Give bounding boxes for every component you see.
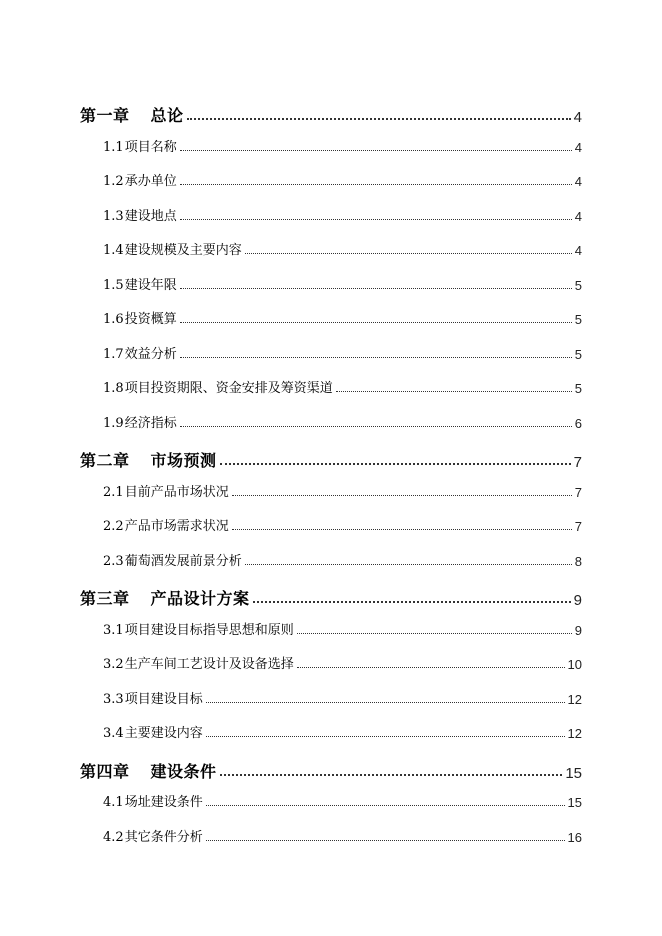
dot-leader — [180, 357, 572, 358]
dot-leader — [220, 774, 563, 776]
toc-section-entry[interactable] — [103, 788, 582, 810]
toc-page-number: 5 — [574, 346, 582, 362]
toc-entry-number: 第三章 — [80, 589, 130, 608]
dot-leader — [206, 805, 565, 806]
toc-entry-number: 1.9 — [103, 415, 124, 431]
toc-entry-number: 1.1 — [103, 139, 124, 155]
toc-entry-label — [103, 688, 203, 707]
toc-entry-number: 4.1 — [103, 795, 124, 810]
toc-entry-title: 经济指标 — [124, 415, 177, 431]
toc-entry-title: 产品设计方案 — [150, 589, 250, 608]
toc-entry-title: 葡萄酒发展前景分析 — [124, 553, 242, 569]
toc-page-number: 4 — [574, 243, 582, 258]
toc-page-number: 6 — [574, 415, 582, 431]
toc-entry-number: 1.2 — [103, 174, 124, 189]
toc-entry-label — [103, 239, 242, 258]
toc-entry-number: 3.1 — [103, 622, 124, 638]
dot-leader — [297, 667, 565, 668]
toc-entry-label — [103, 619, 294, 638]
toc-entry-title: 建设年限 — [124, 277, 177, 293]
toc-page-number: 5 — [574, 277, 582, 293]
toc-entry-title: 效益分析 — [124, 346, 177, 362]
toc-entry-label — [103, 481, 229, 500]
toc-entry-number: 第二章 — [80, 451, 130, 470]
toc-entry-label — [80, 586, 250, 609]
dot-leader — [180, 184, 572, 185]
toc-page-number: 10 — [567, 657, 582, 672]
toc-chapter-entry[interactable] — [80, 98, 582, 126]
toc-entry-label — [103, 308, 177, 327]
toc-entry-label — [103, 205, 177, 224]
toc-chapter-entry[interactable] — [80, 754, 582, 782]
toc-section-entry[interactable] — [103, 202, 582, 224]
toc-entry-number: 3.2 — [103, 657, 124, 672]
dot-leader — [253, 601, 571, 603]
toc-entry-label — [103, 722, 203, 741]
toc-section-entry[interactable] — [103, 547, 582, 569]
toc-page-number: 7 — [574, 519, 582, 534]
toc-entry-number: 4.2 — [103, 829, 124, 845]
toc-section-entry[interactable] — [103, 409, 582, 431]
toc-entry-number: 第四章 — [80, 761, 130, 781]
toc-section-entry[interactable] — [103, 374, 582, 396]
toc-chapter-entry[interactable] — [80, 581, 582, 609]
dot-leader — [206, 736, 565, 737]
toc-page-number: 8 — [574, 553, 582, 569]
toc-entry-number: 2.2 — [103, 519, 124, 534]
dot-leader — [180, 322, 572, 323]
toc-entry-label — [103, 550, 242, 569]
toc-entry-number: 1.3 — [103, 208, 124, 224]
toc-section-entry[interactable] — [103, 271, 582, 293]
toc-entry-title: 建设规模及主要内容 — [124, 243, 242, 258]
dot-leader — [206, 840, 565, 841]
toc-chapter-entry[interactable] — [80, 443, 582, 471]
toc-entry-label — [103, 826, 203, 845]
toc-page-number: 5 — [574, 381, 582, 396]
toc-section-entry[interactable] — [103, 616, 582, 638]
dot-leader — [297, 633, 572, 634]
toc-page-number: 4 — [574, 139, 582, 155]
dot-leader — [180, 426, 572, 427]
toc-entry-title: 总论 — [150, 106, 184, 125]
toc-entry-label — [103, 791, 203, 810]
toc-entry-label — [103, 274, 177, 293]
dot-leader — [232, 495, 572, 496]
toc-section-entry[interactable] — [103, 685, 582, 707]
toc-entry-title: 市场预测 — [150, 451, 217, 470]
toc-entry-label — [80, 448, 217, 471]
toc-section-entry[interactable] — [103, 512, 582, 534]
toc-entry-number: 1.6 — [103, 312, 124, 327]
toc-section-entry[interactable] — [103, 823, 582, 845]
toc-page-number: 5 — [574, 312, 582, 327]
toc-entry-title: 承办单位 — [124, 174, 177, 189]
toc-entry-title: 产品市场需求状况 — [124, 519, 229, 534]
toc-entry-title: 目前产品市场状况 — [124, 484, 229, 500]
toc-entry-title: 主要建设内容 — [124, 726, 203, 741]
toc-section-entry[interactable] — [103, 650, 582, 672]
toc-section-entry[interactable] — [103, 478, 582, 500]
toc-entry-label — [103, 412, 177, 431]
toc-entry-label — [103, 136, 177, 155]
toc-section-entry[interactable] — [103, 167, 582, 189]
toc-page-number: 16 — [567, 829, 582, 845]
toc-entry-title: 项目建设目标指导思想和原则 — [124, 622, 294, 638]
toc-entry-number: 2.1 — [103, 484, 124, 500]
toc-page-number: 12 — [567, 726, 582, 741]
toc-page-number: 15 — [567, 795, 582, 810]
toc-entry-label — [103, 343, 177, 362]
toc-entry-number: 1.5 — [103, 277, 124, 293]
toc-entry-number: 2.3 — [103, 553, 124, 569]
dot-leader — [336, 391, 572, 392]
toc-entry-title: 项目名称 — [124, 139, 177, 155]
toc-section-entry[interactable] — [103, 305, 582, 327]
dot-leader — [180, 150, 572, 151]
toc-page-number: 7 — [574, 484, 582, 500]
toc-entry-title: 项目建设目标 — [124, 691, 203, 707]
dot-leader — [232, 529, 572, 530]
toc-page-number: 15 — [565, 764, 582, 782]
toc-entry-number: 1.4 — [103, 243, 124, 258]
dot-leader — [220, 463, 571, 465]
dot-leader — [180, 219, 572, 220]
toc-entry-title: 生产车间工艺设计及设备选择 — [124, 657, 294, 672]
toc-page-number: 4 — [574, 208, 582, 224]
toc-entry-label — [103, 170, 177, 189]
toc-page-number: 9 — [574, 622, 582, 638]
toc-entry-number: 第一章 — [80, 106, 130, 125]
toc-entry-label — [103, 377, 333, 396]
toc-entry-number: 1.8 — [103, 381, 124, 396]
toc-entry-title: 项目投资期限、资金安排及筹资渠道 — [124, 381, 333, 396]
dot-leader — [187, 118, 571, 120]
toc-entry-title: 投资概算 — [124, 312, 177, 327]
toc-page-number: 12 — [567, 691, 582, 707]
toc-section-entry[interactable] — [103, 719, 582, 741]
toc-section-entry[interactable] — [103, 236, 582, 258]
toc-section-entry[interactable] — [103, 340, 582, 362]
toc-entry-title: 其它条件分析 — [124, 829, 203, 845]
toc-entry-number: 1.7 — [103, 346, 124, 362]
dot-leader — [245, 564, 572, 565]
toc-section-entry[interactable] — [103, 133, 582, 155]
toc-page-number: 4 — [573, 109, 582, 126]
toc-entry-title: 建设地点 — [124, 208, 177, 224]
toc-entry-title: 场址建设条件 — [124, 795, 203, 810]
toc-page-number: 4 — [574, 174, 582, 189]
toc-page-number: 9 — [573, 592, 582, 609]
dot-leader — [245, 253, 572, 254]
toc-entry-label — [103, 515, 229, 534]
toc-entry-label — [80, 759, 217, 782]
toc-page-number: 7 — [573, 454, 582, 471]
toc-entry-label — [80, 103, 184, 126]
dot-leader — [206, 702, 565, 703]
toc-entry-title: 建设条件 — [150, 761, 217, 781]
toc-entry-label — [103, 653, 294, 672]
dot-leader — [180, 288, 572, 289]
toc-entry-number: 3.4 — [103, 726, 124, 741]
toc-entry-number: 3.3 — [103, 691, 124, 707]
